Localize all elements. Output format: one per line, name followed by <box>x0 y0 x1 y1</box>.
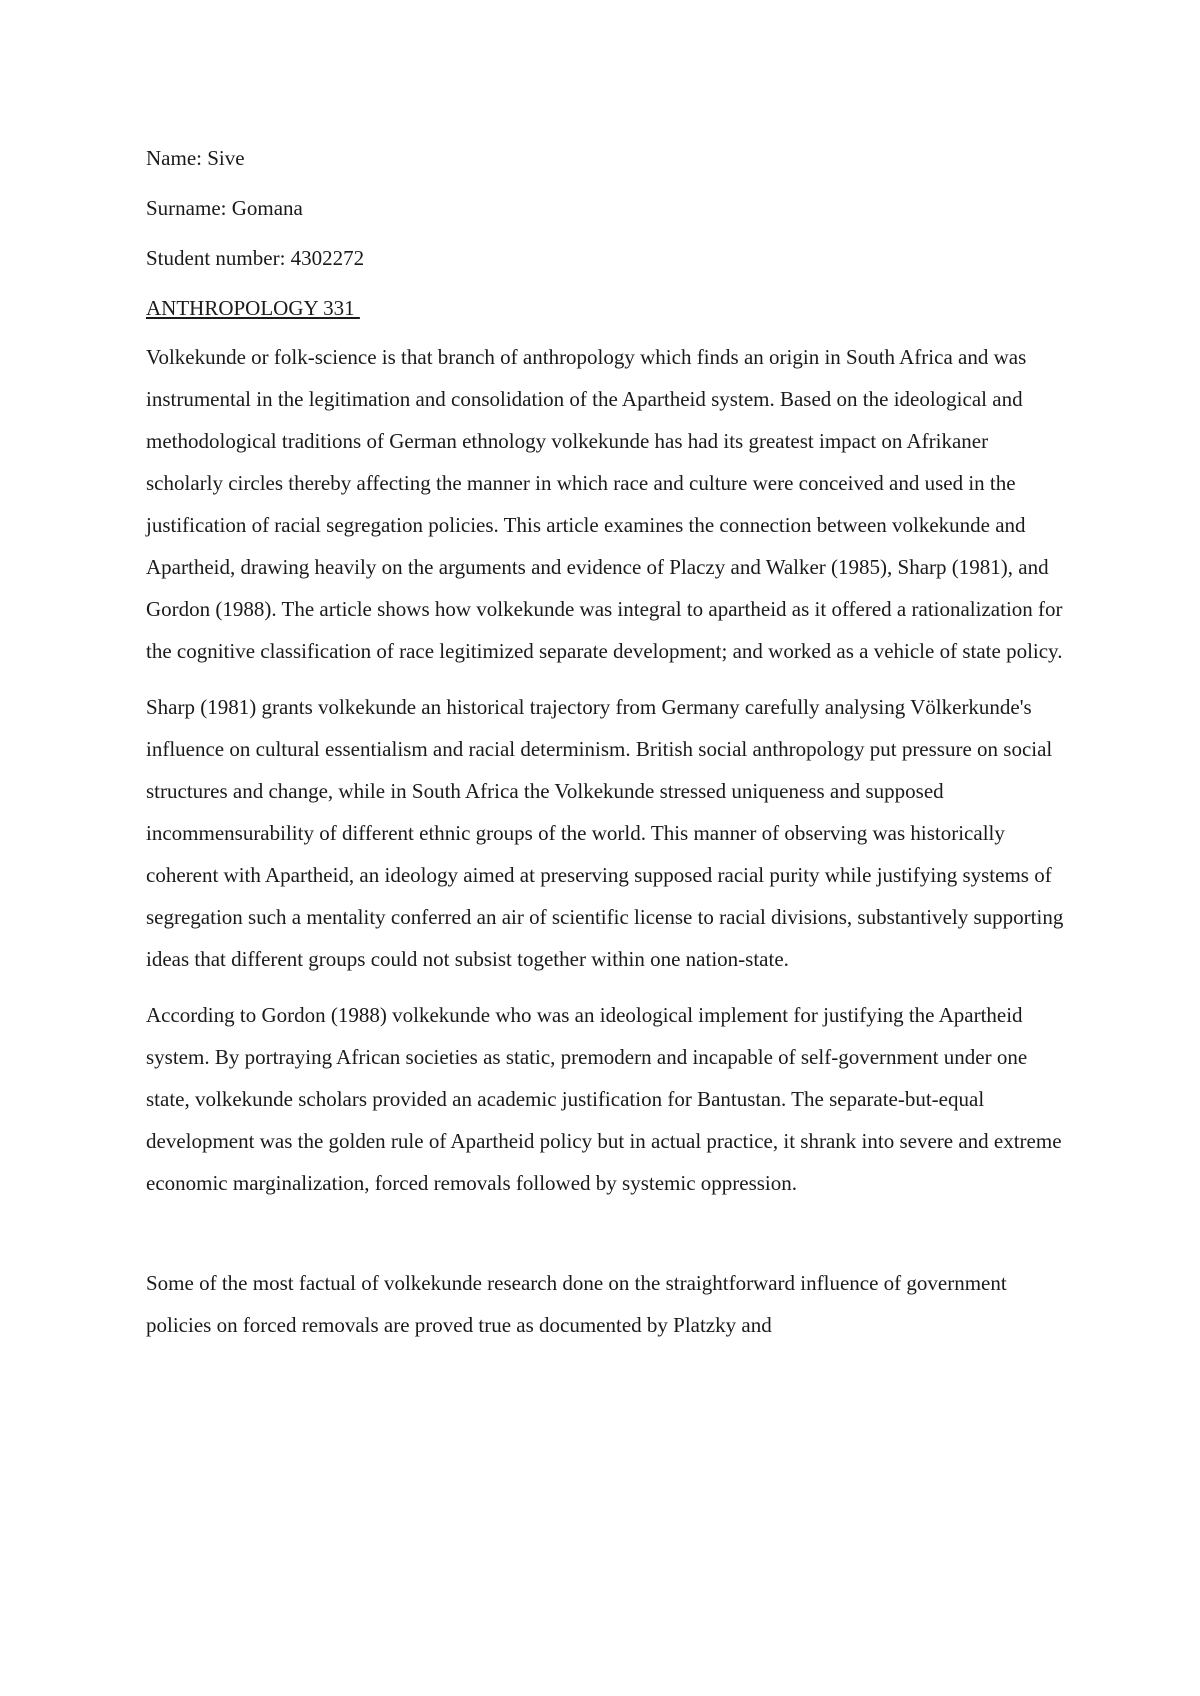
paragraph-sharp: Sharp (1981) grants volkekunde an historical trajectory from Germany carefully analysing Völkerkunde's influence on cultural essentialism and racial determinism. British social anthropology put pressure on social structures and change, while in South Africa the Volkekunde stressed uniqueness and supposed incommensurability of different ethnic groups of the world. This manner of observing was historically coherent with Apartheid, an ideology aimed at preserving supposed racial purity while justifying systems of segregation such a mentality conferred an air of scientific license to racial divisions, substantively supporting ideas that different groups could not subsist together within one nation-state. <box>146 695 1064 971</box>
document-body <box>146 144 1066 1360</box>
paragraph-gordon: According to Gordon (1988) volkekunde who was an ideological implement for justifying the Apartheid system. By portraying African societies as static, premodern and incapable of self-government under one state, volkekunde scholars provided an academic justification for Bantustan. The separate-but-equal development was the golden rule of Apartheid policy but in actual practice, it shrank into severe and extreme economic marginalization, forced removals followed by systemic oppression. <box>146 1003 1062 1195</box>
student-number: Student number: 4302272 <box>146 246 365 270</box>
student-surname: Surname: Gomana <box>146 196 303 220</box>
student-name: Name: Sive <box>146 146 245 170</box>
course-title: ANTHROPOLOGY 331 <box>146 296 360 320</box>
paragraph-platzky: Some of the most factual of volkekunde research done on the straightforward influence of government policies on forced removals are proved true as documented by Platzky and <box>146 1271 1007 1337</box>
paragraph-intro: Volkekunde or folk-science is that branch of anthropology which finds an origin in South Africa and was instrumental in the legitimation and consolidation of the Apartheid system. Based on the ideological and methodological traditions of German ethnology volkekunde has had its greatest impact on Afrikaner scholarly circles thereby affecting the manner in which race and culture were conceived and used in the justification of racial segregation policies. This article examines the connection between volkekunde and Apartheid, drawing heavily on the arguments and evidence of Placzy and Walker (1985), Sharp (1981), and Gordon (1988). The article shows how volkekunde was integral to apartheid as it offered a rationalization for the cognitive classification of race legitimized separate development; and worked as a vehicle of state policy. <box>146 345 1063 663</box>
